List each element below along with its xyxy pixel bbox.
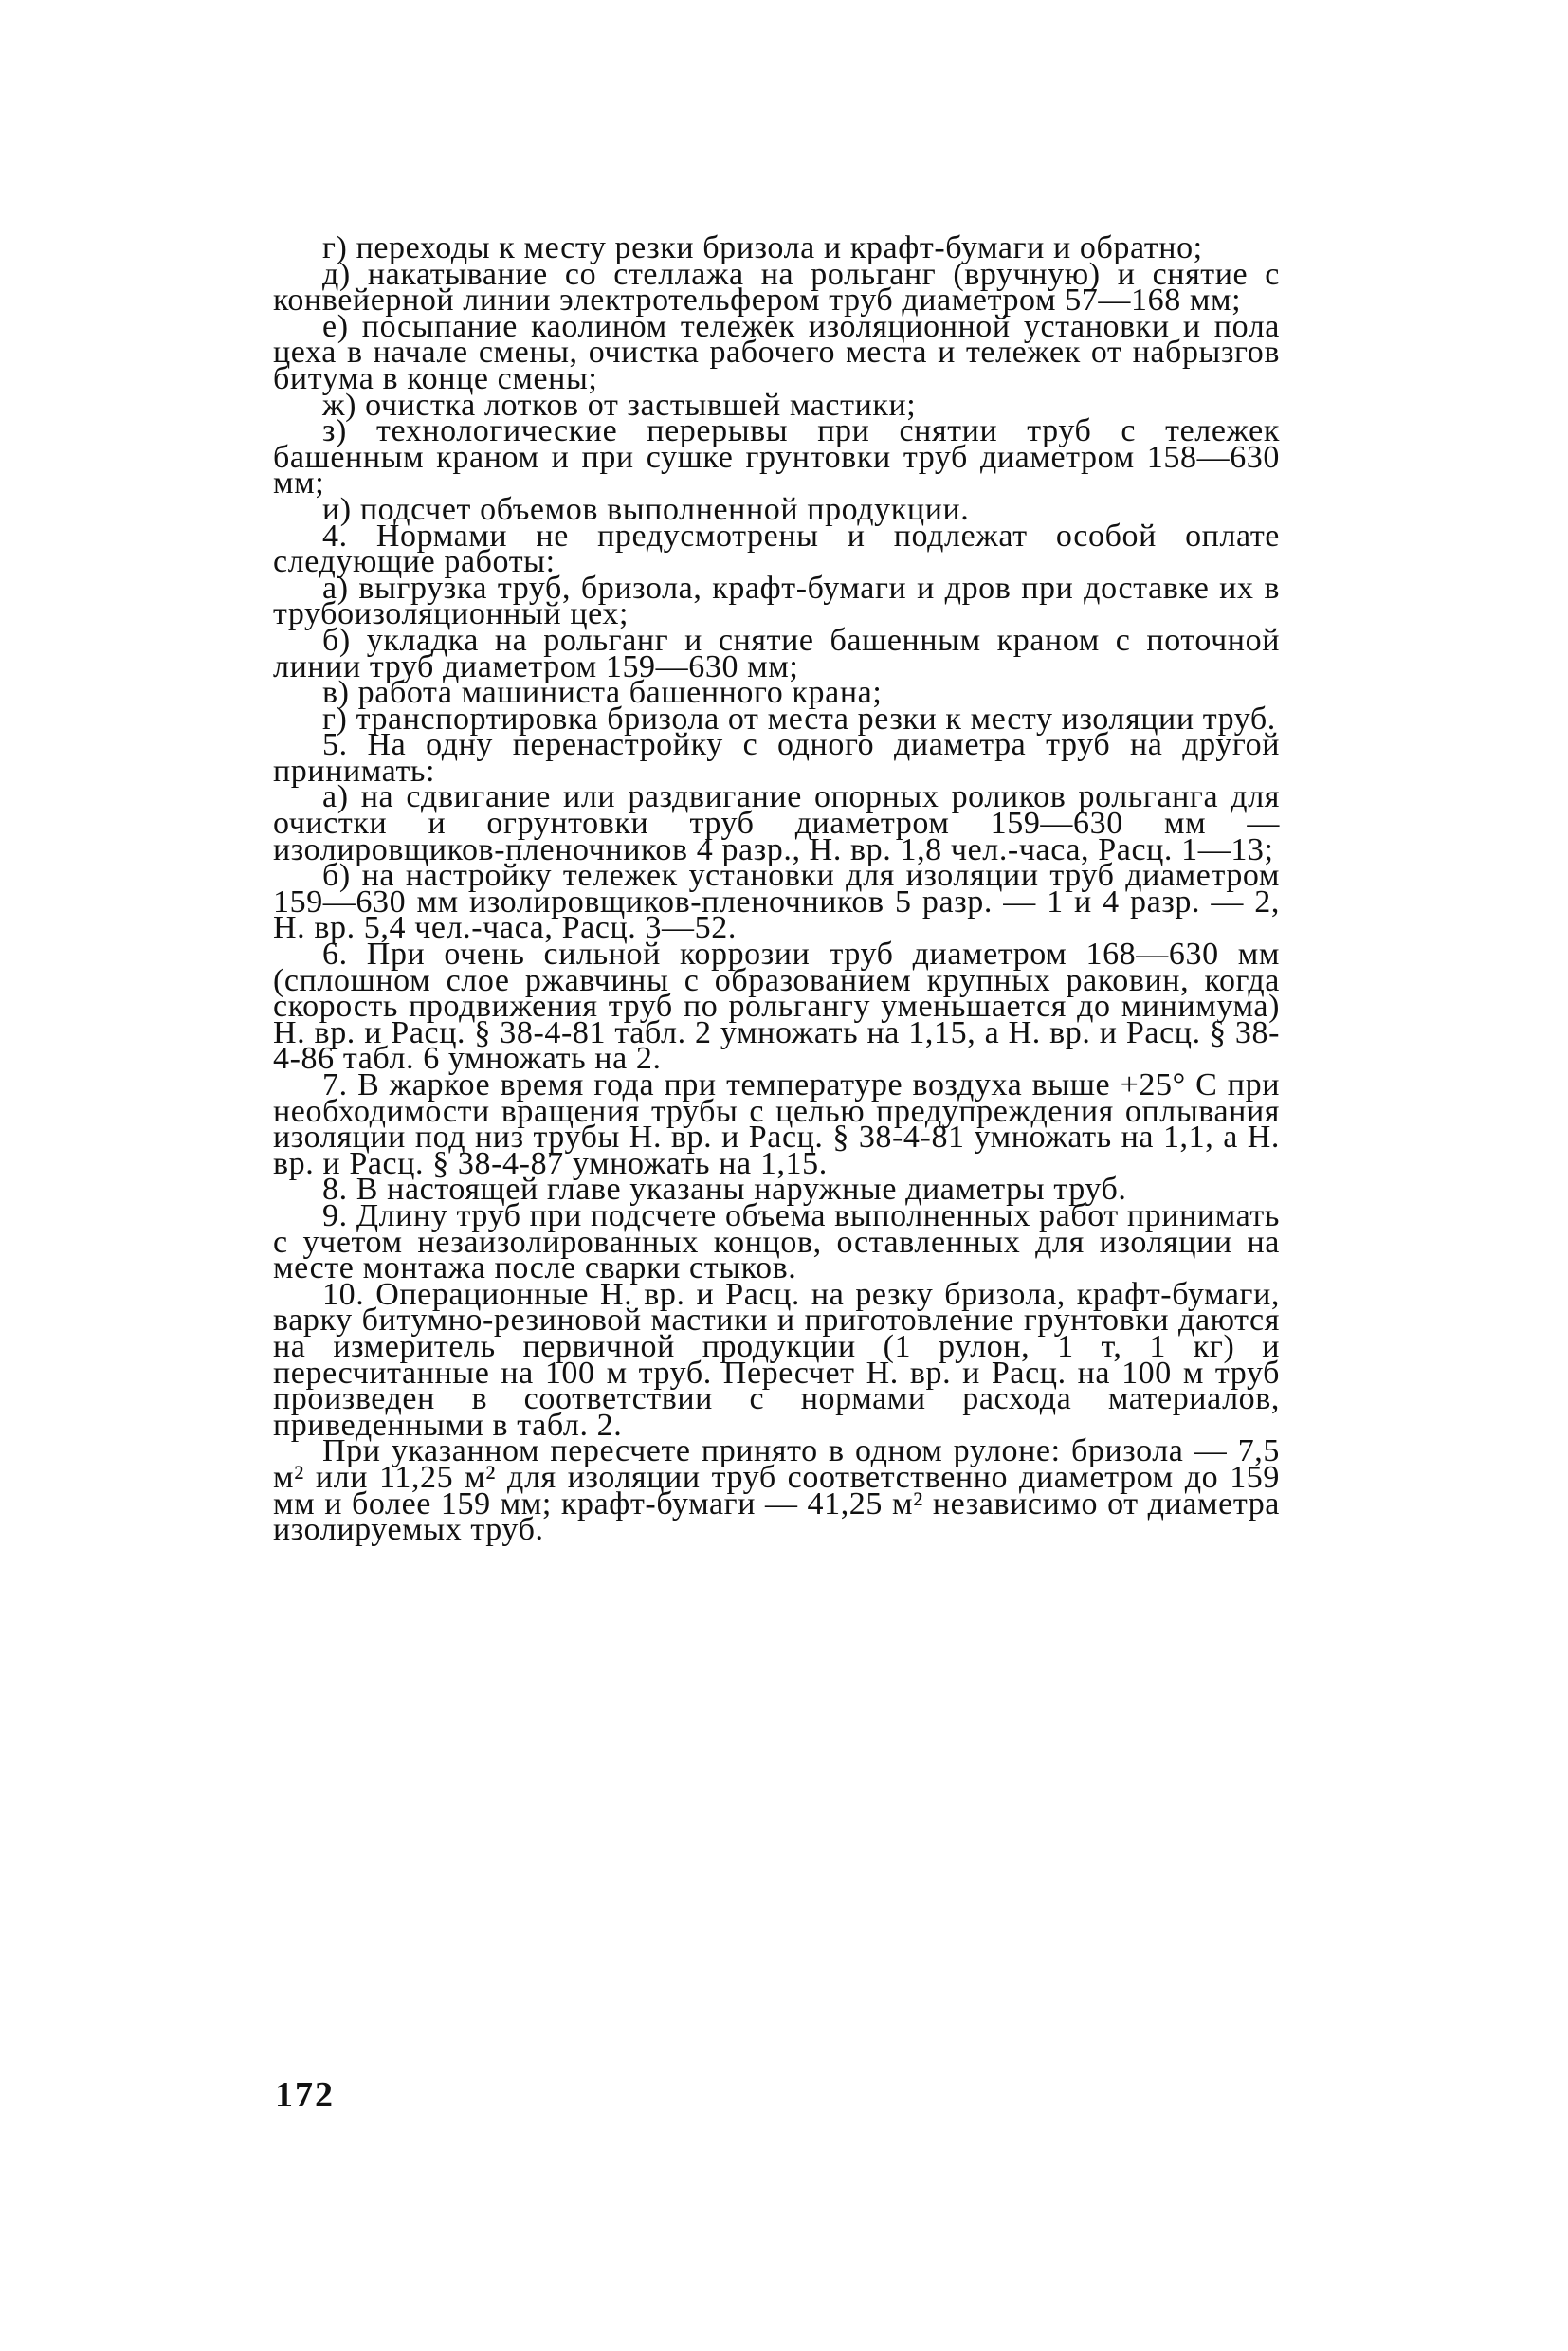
paragraph: 8. В настоящей главе указаны наружные диаметры труб.	[322, 1172, 1127, 1208]
paragraph: При указанном пересчете принято в одном рулоне: бризола — 7,5 м² или 11,25 м² для изоляции труб соответственно диаметром до 159 мм и более 159 мм; крафт-бумаги — 41,25 м² независимо от диаметра изолируемых труб.	[273, 1433, 1280, 1548]
paragraph: г) транспортировка бризола от места резки к месту изоляции труб.	[322, 701, 1276, 737]
paragraph: 9. Длину труб при подсчете объема выполненных работ принимать с учетом незаизолированных концов, оставленных для изоляции на месте монтажа после сварки стыков.	[273, 1197, 1280, 1286]
paragraph: 6. При очень сильной коррозии труб диаметром 168—630 мм (сплошном слое ржавчины с образованием крупных раковин, когда скорость продвижения труб по рольгангу уменьшается до минимума) Н. вр. и Расц. § 38-4-81 табл. 2 умножать на 1,15, а Н. вр. и Расц. § 38-4-86 табл. 6 умножать на 2.	[273, 937, 1280, 1077]
paragraph: б) укладка на рольганг и снятие башенным краном с поточной линии труб диаметром 159—630 мм;	[273, 622, 1280, 684]
body-text	[273, 230, 1280, 1548]
paragraph: 10. Операционные Н. вр. и Расц. на резку бризола, крафт-бумаги, варку битумно-резиновой мастики и приготовление грунтовки даются на измеритель первичной продукции (1 рулон, 1 т, 1 кг) и пересчитанные на 100 м труб. Пересчет Н. вр. и Расц. на 100 м труб произведен в соответствии с нормами расхода материалов, приведенными в табл. 2.	[273, 1276, 1280, 1443]
paragraph: з) технологические перерывы при снятии труб с тележек башенным краном и при сушке грунтовки труб диаметром 158—630 мм;	[273, 413, 1280, 501]
paragraph: 5. На одну перенастройку с одного диаметра труб на другой принимать:	[273, 727, 1280, 789]
paragraph: б) на настройку тележек установки для изоляции труб диаметром 159—630 мм изолировщиков-пленочников 5 разр. — 1 и 4 разр. — 2, Н. вр. 5,4 чел.-часа, Расц. 3—52.	[273, 858, 1280, 946]
paragraph: и) подсчет объемов выполненной продукции.	[322, 491, 970, 527]
paragraph: 7. В жаркое время года при температуре воздуха выше +25° С при необходимости вращения трубы с целью предупреждения оплывания изоляции под низ трубы Н. вр. и Расц. § 38-4-81 умножать на 1,1, а Н. вр. и Расц. § 38-4-87 умножать на 1,15.	[273, 1067, 1280, 1181]
paragraph: а) выгрузка труб, бризола, крафт-бумаги и дров при доставке их в трубоизоляционный цех;	[273, 570, 1280, 632]
paragraph: ж) очистка лотков от застывшей мастики;	[322, 387, 917, 423]
paragraph: в) работа машиниста башенного крана;	[322, 675, 883, 711]
paragraph: 4. Нормами не предусмотрены и подлежат особой оплате следующие работы:	[273, 518, 1280, 580]
paragraph: г) переходы к месту резки бризола и крафт-бумаги и обратно;	[322, 230, 1203, 265]
paragraph: а) на сдвигание или раздвигание опорных роликов рольганга для очистки и огрунтовки труб диаметром 159—630 мм — изолировщиков-пленочников 4 разр., Н. вр. 1,8 чел.-часа, Расц. 1—13;	[273, 779, 1280, 867]
paragraph: е) посыпание каолином тележек изоляционной установки и пола цеха в начале смены, очистка рабочего места и тележек от набрызгов битума в конце смены;	[273, 308, 1280, 396]
page-number: 172	[275, 2075, 335, 2115]
paragraph: д) накатывание со стеллажа на рольганг (вручную) и снятие с конвейерной линии электротельфером труб диаметром 57—168 мм;	[273, 256, 1280, 319]
